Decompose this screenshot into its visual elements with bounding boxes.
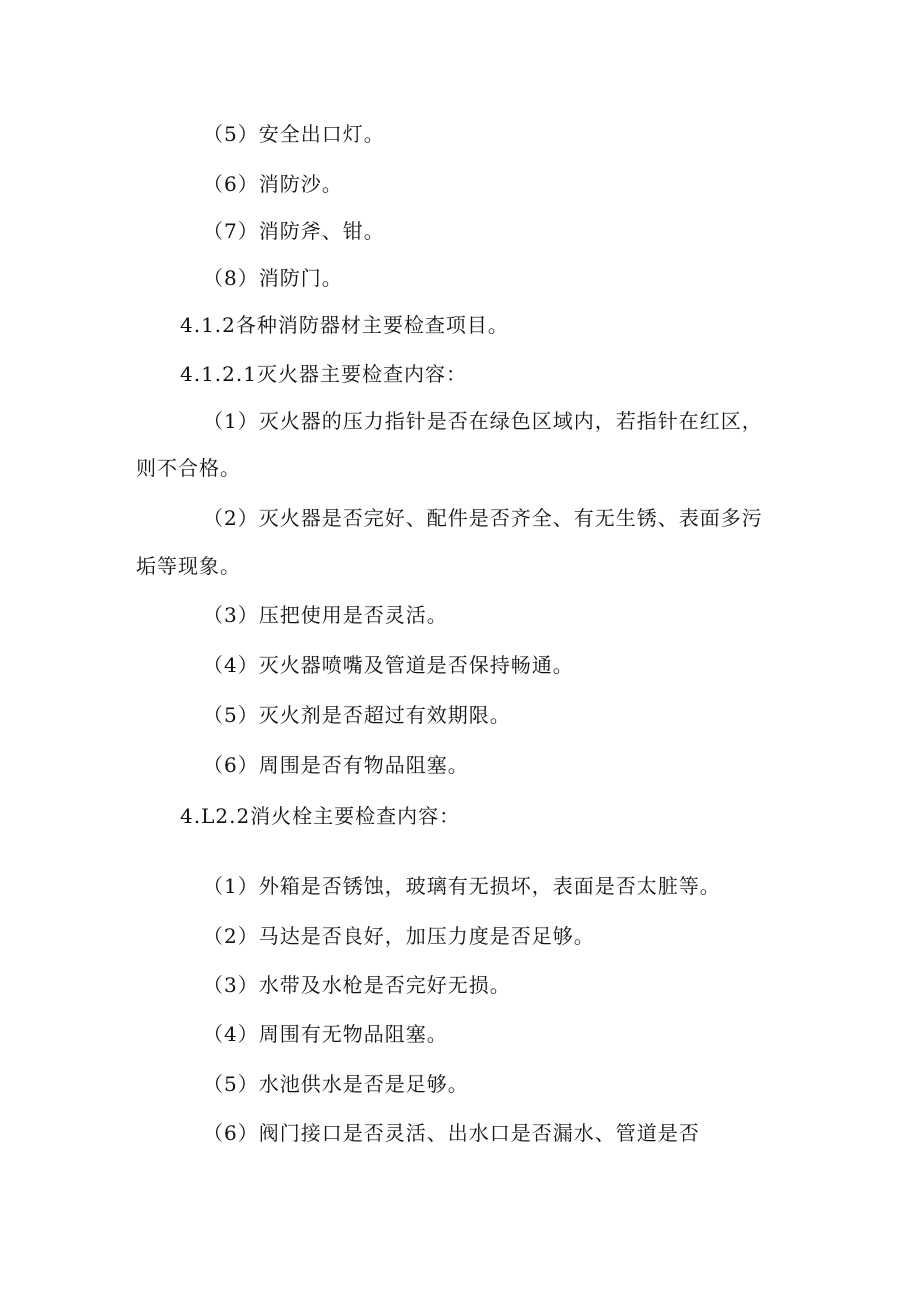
list-item: （5）安全出口灯。 [203, 122, 385, 146]
section-heading: 4.L2.2消火栓主要检查内容： [180, 804, 461, 828]
list-item-continuation: 垢等现象。 [136, 554, 241, 578]
list-item: （3）水带及水枪是否完好无损。 [203, 973, 511, 997]
list-item: （4）周围有无物品阻塞。 [203, 1022, 448, 1046]
section-heading: 4.1.2.1灭火器主要检查内容： [180, 362, 467, 386]
list-item: （2）灭火器是否完好、配件是否齐全、有无生锈、表面多污 [203, 506, 763, 530]
list-item: （6）消防沙。 [203, 172, 343, 196]
list-item-continuation: 则不合格。 [136, 456, 241, 480]
list-item: （2）马达是否良好，加压力度是否足够。 [203, 924, 595, 948]
list-item: （7）消防斧、钳。 [203, 219, 385, 243]
list-item: （5）水池供水是否是足够。 [203, 1072, 469, 1096]
list-item: （8）消防门。 [203, 266, 343, 290]
list-item: （4）灭火器喷嘴及管道是否保持畅通。 [203, 653, 574, 677]
list-item: （6）阀门接口是否灵活、出水口是否漏水、管道是否 [203, 1121, 700, 1145]
list-item: （3）压把使用是否灵活。 [203, 603, 448, 627]
list-item: （5）灭火剂是否超过有效期限。 [203, 703, 511, 727]
list-item: （1）外箱是否锈蚀，玻璃有无损坏，表面是否太脏等。 [203, 874, 721, 898]
list-item: （1）灭火器的压力指针是否在绿色区域内，若指针在红区， [203, 409, 763, 433]
list-item: （6）周围是否有物品阻塞。 [203, 753, 469, 777]
section-heading: 4.1.2各种消防器材主要检查项目。 [180, 313, 509, 337]
